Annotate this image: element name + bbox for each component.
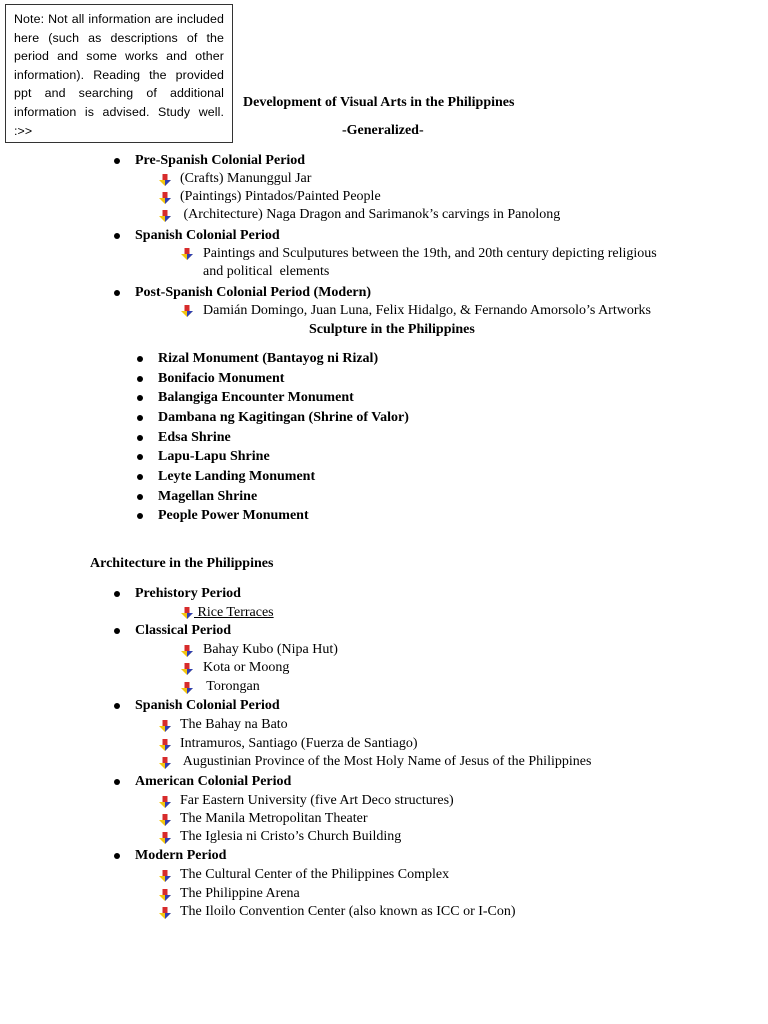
list-item: Magellan Shrine xyxy=(158,489,258,504)
bullet-icon xyxy=(137,376,143,382)
list-item: The Manila Metropolitan Theater xyxy=(180,811,368,826)
bullet-icon xyxy=(114,233,120,239)
bullet-icon xyxy=(114,290,120,296)
arrow-bullet-icon xyxy=(159,192,171,204)
arch-spanish-label: Spanish Colonial Period xyxy=(135,698,280,713)
document-subtitle: -Generalized- xyxy=(342,123,424,138)
modern-label: Modern Period xyxy=(135,848,227,863)
list-item: Intramuros, Santiago (Fuerza de Santiago) xyxy=(180,736,418,751)
list-item: (Architecture) Naga Dragon and Sarimanok’s carvings in Panolong xyxy=(180,207,561,222)
list-item: Dambana ng Kagitingan (Shrine of Valor) xyxy=(158,410,409,425)
post-spanish-label: Post-Spanish Colonial Period (Modern) xyxy=(135,285,372,300)
american-label: American Colonial Period xyxy=(135,774,292,789)
list-item: Augustinian Province of the Most Holy Name of Jesus of the Philippines xyxy=(180,754,592,769)
arrow-bullet-icon xyxy=(159,870,171,882)
bullet-icon xyxy=(137,395,143,401)
arrow-bullet-icon xyxy=(159,210,171,222)
list-item: Torongan xyxy=(203,679,260,694)
spanish-label: Spanish Colonial Period xyxy=(135,228,280,243)
arrow-bullet-icon xyxy=(159,832,171,844)
list-item: Bahay Kubo (Nipa Hut) xyxy=(203,642,338,657)
list-item: Rizal Monument (Bantayog ni Rizal) xyxy=(158,351,379,366)
arrow-bullet-icon xyxy=(159,907,171,919)
arrow-bullet-icon xyxy=(181,607,193,619)
bullet-icon xyxy=(137,435,143,441)
list-item: (Paintings) Pintados/Painted People xyxy=(180,189,381,204)
arrow-bullet-icon xyxy=(159,174,171,186)
list-item: Balangiga Encounter Monument xyxy=(158,390,354,405)
list-item: Far Eastern University (five Art Deco structures) xyxy=(180,793,454,808)
list-item: Bonifacio Monument xyxy=(158,371,285,386)
arrow-bullet-icon xyxy=(181,248,193,260)
list-item: The Cultural Center of the Philippines Complex xyxy=(180,867,450,882)
list-item: Edsa Shrine xyxy=(158,430,231,445)
list-item: The Bahay na Bato xyxy=(180,717,288,732)
bullet-icon xyxy=(137,494,143,500)
list-item: Lapu-Lapu Shrine xyxy=(158,449,270,464)
list-item: Kota or Moong xyxy=(203,660,290,675)
arrow-bullet-icon xyxy=(159,889,171,901)
bullet-icon xyxy=(114,779,120,785)
pre-spanish-label: Pre-Spanish Colonial Period xyxy=(135,153,306,168)
bullet-icon xyxy=(137,454,143,460)
list-item: Leyte Landing Monument xyxy=(158,469,316,484)
list-item: The Iloilo Convention Center (also known as ICC or I-Con) xyxy=(180,904,516,919)
bullet-icon xyxy=(114,591,120,597)
arrow-bullet-icon xyxy=(159,796,171,808)
classical-label: Classical Period xyxy=(135,623,232,638)
list-item: (Crafts) Manunggul Jar xyxy=(180,171,312,186)
prehistory-label: Prehistory Period xyxy=(135,586,241,601)
list-item: The Philippine Arena xyxy=(180,886,300,901)
bullet-icon xyxy=(137,474,143,480)
arrow-bullet-icon xyxy=(159,739,171,751)
list-item: Rice Terraces xyxy=(194,605,274,620)
note-box: Note: Not all information are included here (such as descriptions of the period and some works and other information). Reading the provided ppt and searching of additional information is advised. Study well. :>> xyxy=(5,4,233,143)
list-item: People Power Monument xyxy=(158,508,309,523)
arrow-bullet-icon xyxy=(181,305,193,317)
arrow-bullet-icon xyxy=(159,814,171,826)
arrow-bullet-icon xyxy=(181,682,193,694)
list-item: The Iglesia ni Cristo’s Church Building xyxy=(180,829,402,844)
arrow-bullet-icon xyxy=(159,720,171,732)
arrow-bullet-icon xyxy=(159,757,171,769)
list-item-continued: and political elements xyxy=(203,264,330,279)
bullet-icon xyxy=(137,415,143,421)
arrow-bullet-icon xyxy=(181,663,193,675)
bullet-icon xyxy=(137,356,143,362)
sculpture-heading: Sculpture in the Philippines xyxy=(309,322,475,337)
list-item: Damián Domingo, Juan Luna, Felix Hidalgo, & Fernando Amorsolo’s Artworks xyxy=(203,303,651,318)
bullet-icon xyxy=(114,853,120,859)
architecture-heading: Architecture in the Philippines xyxy=(90,556,274,571)
bullet-icon xyxy=(114,158,120,164)
document-title: Development of Visual Arts in the Philippines xyxy=(243,95,515,110)
arrow-bullet-icon xyxy=(181,645,193,657)
bullet-icon xyxy=(114,628,120,634)
bullet-icon xyxy=(137,513,143,519)
list-item: Paintings and Sculputures between the 19th, and 20th century depicting religious xyxy=(203,246,657,261)
bullet-icon xyxy=(114,703,120,709)
